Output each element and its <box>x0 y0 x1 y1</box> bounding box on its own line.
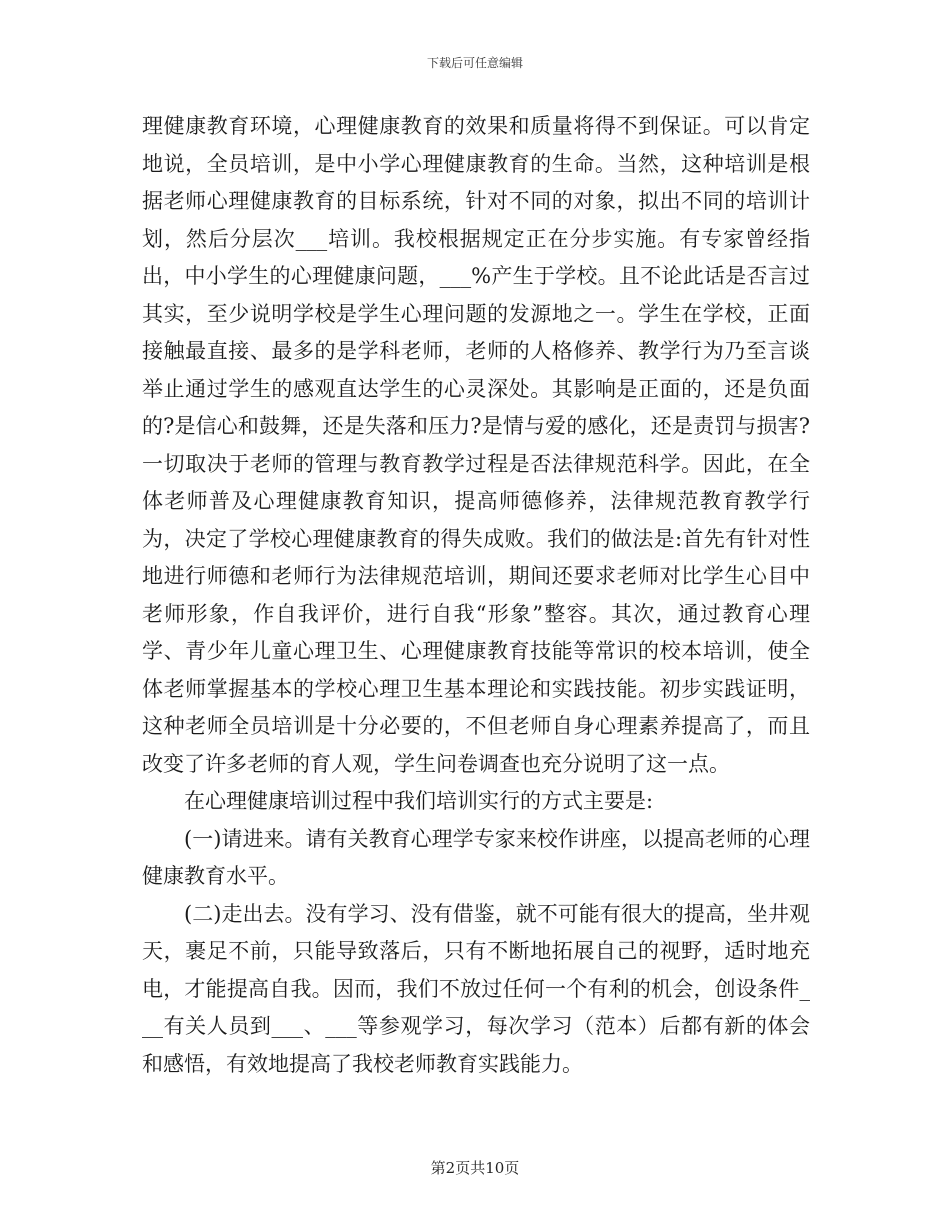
page-number: 第2页共10页 <box>430 1159 520 1177</box>
page-header-note: 下载后可任意编辑 <box>426 56 523 70</box>
paragraph-continued: 理健康教育环境，心理健康教育的效果和质量将得不到保证。可以肯定地说，全员培训，是中小学心理健康教育的生命。当然，这种培训是根据老师心理健康教育的目标系统，针对不同的对象，拟出不同的培训计划，然后分层次___培训。我校根据规定正在分步实施。有专家曾经指出，中小学生的心理健康问题，___%产生于学校。且不论此话是否言过其实，至少说明学校是学生心理问题的发源地之一。学生在学校，正面接触最直接、最多的是学科老师，老师的人格修养、教学行为乃至言谈举止通过学生的感观直达学生的心灵深处。其影响是正面的，还是负面的?是信心和鼓舞，还是失落和压力?是情与爱的感化，还是责罚与损害?一切取决于老师的管理与教育教学过程是否法律规范科学。因此，在全体老师普及心理健康教育知识，提高师德修养，法律规范教育教学行为，决定了学校心理健康教育的得失成败。我们的做法是:首先有针对性地进行师德和老师行为法律规范培训，期间还要求老师对比学生心目中老师形象，作自我评价，进行自我“形象”整容。其次，通过教育心理学、青少年儿童心理卫生、心理健康教育技能等常识的校本培训，使全体老师掌握基本的学校心理卫生基本理论和实践技能。初步实践证明，这种老师全员培训是十分必要的，不但老师自身心理素养提高了，而且改变了许多老师的育人观，学生问卷调查也充分说明了这一点。 <box>142 114 810 776</box>
paragraph-invite-in: (一)请进来。请有关教育心理学专家来校作讲座，以提高老师的心理健康教育水平。 <box>142 826 810 888</box>
document-body <box>142 108 810 1083</box>
paragraph-training-methods: 在心理健康培训过程中我们培训实行的方式主要是: <box>184 789 654 813</box>
paragraph-go-out: (二)走出去。没有学习、没有借鉴，就不可能有很大的提高，坐井观天，裹足不前，只能导致落后，只有不断地拓展自己的视野，适时地充电，才能提高自我。因而，我们不放过任何一个有利的机会，创设条件___有关人员到___、___等参观学习，每次学习（范本）后都有新的体会和感悟，有效地提高了我校老师教育实践能力。 <box>142 901 810 1076</box>
